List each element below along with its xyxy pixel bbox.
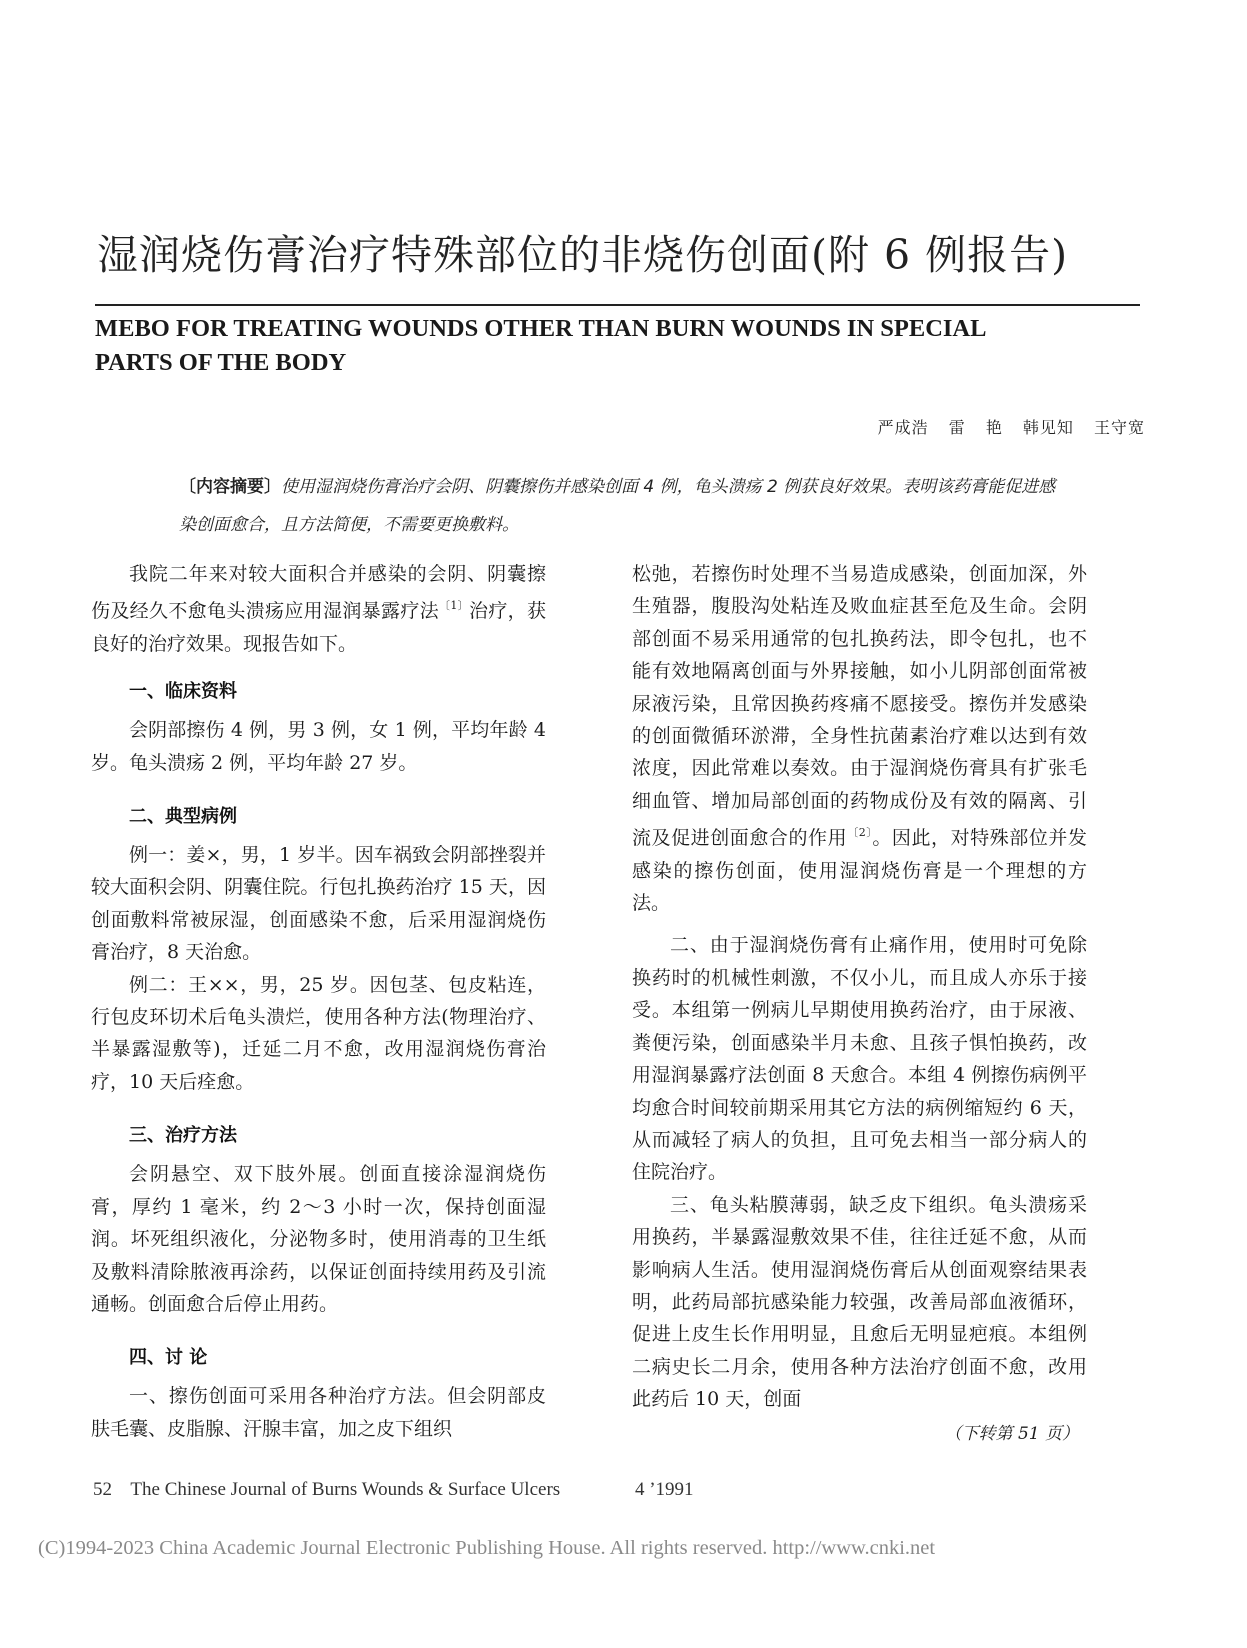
discussion-text-b: 。因此，对特殊部位并发感染的擦伤创面，使用湿润烧伤膏是一个理想的方法。 — [632, 827, 1087, 915]
page-number: 52 — [93, 1479, 112, 1500]
section-heading-typical-cases: 二、典型病例 — [129, 806, 237, 828]
reference-2: 〔2〕 — [847, 826, 873, 840]
case-1-paragraph: 例一：姜×，男，1 岁半。因车祸致会阴部挫裂并较大面积会阴、阴囊住院。行包扎换药治疗 15 天，因创面敷料常被尿湿，创面感染不愈，后采用湿润烧伤膏治疗，8 天治愈。 — [91, 844, 546, 964]
discussion-text-a: 松弛，若擦伤时处理不当易造成感染，创面加深，外生殖器，腹股沟处粘连及败血症甚至危及生命。会阴部创面不易采用通常的包扎换药法，即令包扎，也不能有效地隔离创面与外界接触，如小儿阴部创面常被尿液污染，且常因换药疼痛不愿接受。擦伤并发感染的创面微循环淤滞，全身性抗菌素治疗难以达到有效浓度，因此常难以奏效。由于湿润烧伤膏具有扩张毛细血管、增加局部创面的药物成份及有效的隔离、引流及促进创面愈合的作用 — [632, 563, 1087, 850]
left-column — [91, 558, 546, 1445]
reference-1: 〔1〕 — [438, 599, 469, 613]
issue-number: 4 ’1991 — [634, 1479, 694, 1500]
section-heading-treatment: 三、治疗方法 — [129, 1125, 237, 1147]
title-en-line-1: MEBO FOR TREATING WOUNDS OTHER THAN BURN WOUNDS IN SPECIAL — [95, 315, 987, 342]
abstract — [179, 468, 1059, 544]
intro-text-b: 治疗，获良好的治疗效果。现报告如下。 — [91, 600, 546, 655]
article-title-english — [95, 312, 1095, 380]
abstract-text: 使用湿润烧伤膏治疗会阴、阴囊擦伤并感染创面 4 例，龟头溃疡 2 例获良好效果。表明该药膏能促进感染创面愈合，且方法简便，不需要更换敷料。 — [179, 477, 1056, 535]
abstract-label: 〔内容摘要〕 — [179, 477, 281, 497]
section-heading-discussion: 四、讨 论 — [129, 1347, 208, 1369]
title-rule — [95, 304, 1140, 306]
author-list: 严成浩 雷 艳 韩见知 王守宽 — [877, 418, 1145, 437]
case-2-paragraph: 例二：王××，男，25 岁。因包茎、包皮粘连，行包皮环切术后龟头溃烂，使用各种方法(物理治疗、半暴露湿敷等)，迁延二月不愈，改用湿润烧伤膏治疗，10 天后痊愈。 — [91, 973, 546, 1093]
intro-paragraph — [91, 558, 546, 660]
clinical-data-paragraph: 会阴部擦伤 4 例，男 3 例，女 1 例，平均年龄 4 岁。龟头溃疡 2 例，平均年龄 27 岁。 — [91, 719, 546, 774]
treatment-paragraph: 会阴悬空、双下肢外展。创面直接涂湿润烧伤膏，厚约 1 毫米，约 2～3 小时一次，保持创面湿润。坏死组织液化，分泌物多时，使用消毒的卫生纸及敷料清除脓液再涂药，以保证创面持续用药及引流通畅。创面愈合后停止用药。 — [91, 1163, 546, 1315]
copyright-watermark: (C)1994-2023 China Academic Journal Electronic Publishing House. All rights reserved. http://www.cnki.net — [38, 1537, 936, 1559]
journal-name: The Chinese Journal of Burns Wounds & Surface Ulcers — [130, 1479, 561, 1500]
discussion-paragraph-1: 一、擦伤创面可采用各种治疗方法。但会阴部皮肤毛囊、皮脂腺、汗腺丰富，加之皮下组织 — [91, 1385, 546, 1440]
page-footer — [93, 1479, 793, 1501]
continued-note: （下转第 51 页） — [944, 1423, 1079, 1444]
discussion-paragraph-2: 二、由于湿润烧伤膏有止痛作用，使用时可免除换药时的机械性刺激，不仅小儿，而且成人亦乐于接受。本组第一例病儿早期使用换药治疗，由于尿液、粪便污染，创面感染半月未愈、且孩子惧怕换药，改用湿润暴露疗法创面 8 天愈合。本组 4 例擦伤病例平均愈合时间较前期采用其它方法的病例缩短约 6 天，从而减轻了病人的负担，且可免去相当一部分病人的住院治疗。 — [632, 934, 1087, 1184]
intro-text-a: 我院二年来对较大面积合并感染的会阴、阴囊擦伤及经久不愈龟头溃疡应用湿润暴露疗法 — [91, 563, 546, 623]
article-title-chinese: 湿润烧伤膏治疗特殊部位的非烧伤创面(附 6 例报告) — [97, 231, 1069, 279]
right-column — [632, 558, 1087, 1450]
discussion-paragraph-1-cont — [632, 558, 1087, 919]
title-en-line-2: PARTS OF THE BODY — [95, 349, 347, 376]
section-heading-clinical-data: 一、临床资料 — [129, 681, 237, 703]
discussion-paragraph-3: 三、龟头粘膜薄弱，缺乏皮下组织。龟头溃疡采用换药，半暴露湿敷效果不佳，往往迁延不愈，从而影响病人生活。使用湿润烧伤膏后从创面观察结果表明，此药局部抗感染能力较强，改善局部血液循环，促进上皮生长作用明显，且愈后无明显疤痕。本组例二病史长二月余，使用各种方法治疗创面不愈，改用此药后 10 天，创面 — [632, 1193, 1087, 1411]
